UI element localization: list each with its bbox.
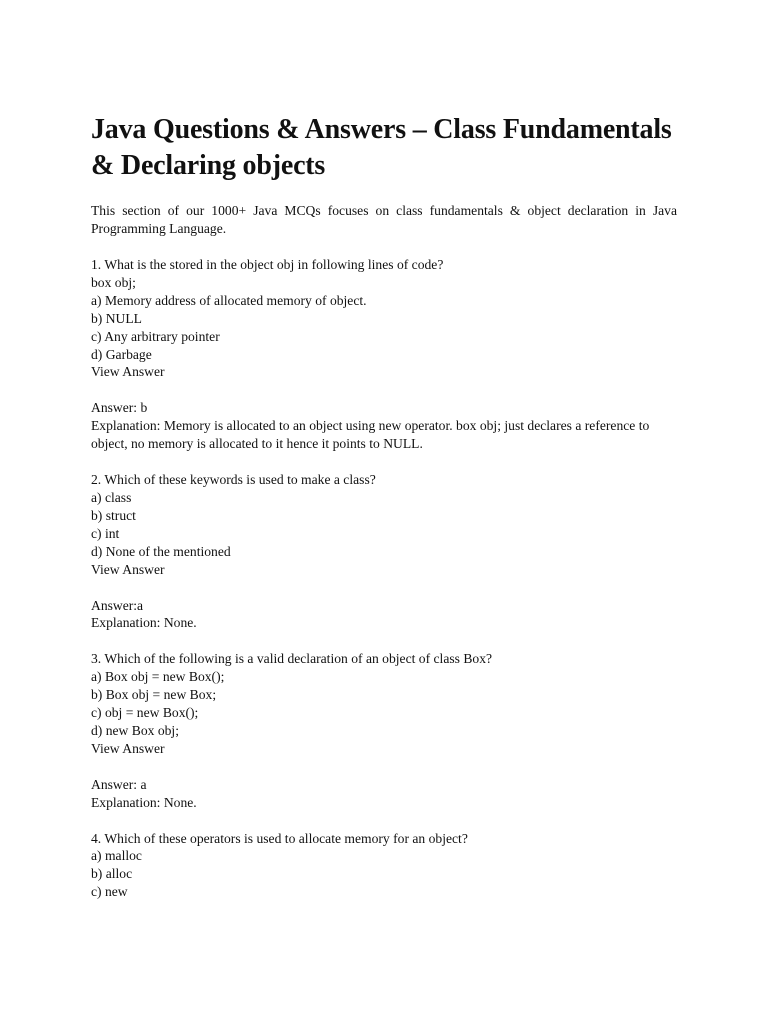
question-1 [91,256,677,381]
view-answer-link[interactable]: View Answer [91,561,165,577]
option-d: d) Garbage [91,346,152,362]
question-3 [91,650,677,757]
option-c: c) obj = new Box(); [91,705,199,721]
option-b: b) alloc [91,866,133,882]
question-text: 4. Which of these operators is used to allocate memory for an object? [91,830,468,846]
option-c: c) int [91,525,120,541]
option-b: b) Box obj = new Box; [91,687,217,703]
intro-paragraph: This section of our 1000+ Java MCQs focuses on class fundamentals & object declaration in Java Programming Language. [91,203,677,236]
question-text: 1. What is the stored in the object obj in following lines of code? [91,257,444,272]
option-d: d) None of the mentioned [91,543,231,559]
option-a: a) Memory address of allocated memory of object. [91,292,367,308]
answer-text: Answer: a [91,776,147,792]
option-b: b) struct [91,507,136,523]
option-d: d) new Box obj; [91,722,179,738]
explanation-text: Explanation: None. [91,794,197,810]
question-4 [91,830,677,902]
explanation-text: Explanation: None. [91,615,197,631]
option-a: a) malloc [91,848,142,864]
view-answer-link[interactable]: View Answer [91,740,165,756]
question-text: 3. Which of the following is a valid declaration of an object of class Box? [91,651,493,667]
question-code: box obj; [91,274,136,290]
view-answer-link[interactable]: View Answer [91,364,165,380]
option-a: a) class [91,489,132,505]
option-c: c) new [91,884,128,900]
option-a: a) Box obj = new Box(); [91,669,225,685]
explanation-text: Explanation: Memory is allocated to an object using new operator. box obj; just declares a reference to object, no memory is allocated to it hence it points to NULL. [91,418,650,452]
answer-3 [91,776,677,812]
page-title: Java Questions & Answers – Class Fundamentals & Declaring objects [91,114,672,181]
document-page [91,112,677,901]
question-text: 2. Which of these keywords is used to make a class? [91,472,376,488]
answer-text: Answer:a [91,597,144,613]
answer-text: Answer: b [91,400,148,416]
question-2 [91,471,677,578]
option-c: c) Any arbitrary pointer [91,328,220,344]
answer-1 [91,399,677,453]
answer-2 [91,597,677,633]
option-b: b) NULL [91,310,142,326]
